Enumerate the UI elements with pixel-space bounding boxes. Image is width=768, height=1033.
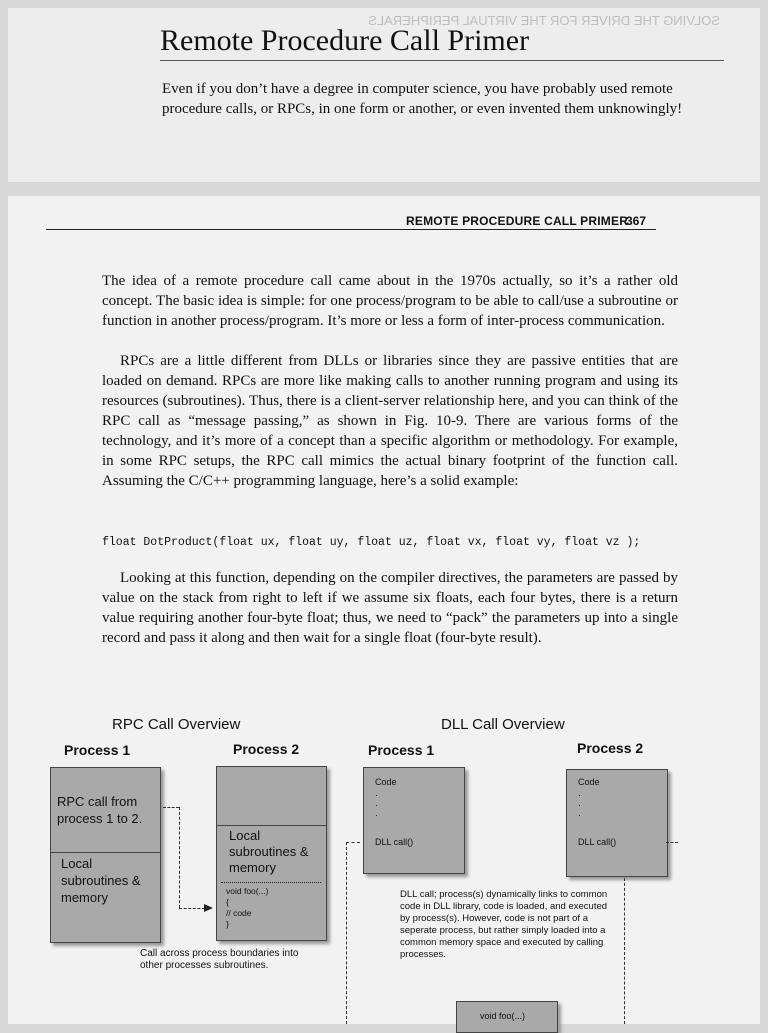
title-rule <box>160 60 724 61</box>
rpc-diagram-title: RPC Call Overview <box>112 716 241 733</box>
dll-connector-v-right <box>624 878 625 1024</box>
arrow-right-icon <box>204 903 214 913</box>
dll-connector-h-left <box>346 842 360 843</box>
dll-process1-label: Process 1 <box>368 742 435 758</box>
rpc-connector-h2 <box>179 908 205 909</box>
body-paragraph-2: RPCs are a little different from DLLs or libraries since they are passive entities that are loaded on demand. RPCs are more like making calls to another running program and using its resources (subroutines). Thus, there is a client-server relationship here, and you can think of the RPC call as “message passing,” as shown in Fig. 10-9. There are various forms of the technology, and it’s more of a concept than a specific algorithm or methodology. For example, in some RPC setups, the RPC call mimics the actual binary footprint of the function call. Assuming the C/C++ programming language, here’s a solid example: <box>102 353 678 489</box>
dll-p2-ellipsis: · · · <box>578 790 581 820</box>
dll-p2-code-label: Code <box>578 777 600 787</box>
dll-connector-h-right <box>666 842 678 843</box>
intro-paragraph: Even if you don’t have a degree in computer science, you have probably used remote procedure calls, or RPCs, in one form or another, or even invented them unknowingly! <box>162 81 683 117</box>
rpc-process1-divider <box>50 852 160 853</box>
dll-p1-ellipsis: · · · <box>375 790 378 820</box>
dll-p1-code-label: Code <box>375 777 397 787</box>
body-paragraph-1: The idea of a remote procedure call came about in the 1970s actually, so it’s a rather old concept. The basic idea is simple: for one process/program to be able to call/use a subroutine or function in another process/program. It’s more or less a form of inter-process communication. <box>102 273 678 329</box>
rpc-p2-dotted-separator <box>221 882 321 883</box>
dll-caption: DLL call; process(s) dynamically links to common code in DLL library, code is loaded, and executed by process(s). However, code is not part of a seperate process, but rather simply loaded into a common memory space and executed by calling processes. <box>400 889 608 960</box>
bleed-through-text: SOLVING THE DRIVER FOR THE VIRTUAL PERIPHERALS <box>368 13 720 28</box>
dll-shared-function-label: void foo(...) <box>480 1011 526 1021</box>
rpc-process2-divider <box>216 825 326 826</box>
header-rule <box>46 229 656 230</box>
rpc-process1-label: Process 1 <box>64 742 131 758</box>
rpc-p2-local-text: Local subroutines & memory <box>229 828 309 875</box>
chapter-section-title: Remote Procedure Call Primer <box>160 24 530 57</box>
rpc-caption: Call across process boundaries into other processes subroutines. <box>140 948 299 971</box>
dll-connector-v-left <box>346 842 347 1024</box>
page-number: 367 <box>626 214 647 228</box>
dll-p2-call-label: DLL call() <box>578 837 617 847</box>
body-paragraph-3: Looking at this function, depending on the compiler directives, the parameters are passed by value on the stack from right to left if we assume six floats, each four bytes, there is a return value requiring another four-byte float; thus, we need to “pack” the parameters up into a single record and pass it along and then wait for a single float (four-byte result). <box>102 570 678 646</box>
dll-diagram-title: DLL Call Overview <box>441 716 565 733</box>
code-example: float DotProduct(float ux, float uy, float uz, float vx, float vy, float vz ); <box>102 536 641 549</box>
rpc-process2-label: Process 2 <box>233 741 300 757</box>
rpc-connector-h1 <box>163 807 179 808</box>
dll-process2-label: Process 2 <box>577 740 644 756</box>
running-head-title: REMOTE PROCEDURE CALL PRIMER <box>406 214 629 228</box>
rpc-connector-v <box>179 807 180 908</box>
rpc-call-text: RPC call from process 1 to 2. <box>57 794 143 826</box>
dll-p1-call-label: DLL call() <box>375 837 414 847</box>
rpc-p2-code: void foo(...) { // code } <box>226 886 269 929</box>
rpc-p1-local-text: Local subroutines & memory <box>61 856 141 905</box>
